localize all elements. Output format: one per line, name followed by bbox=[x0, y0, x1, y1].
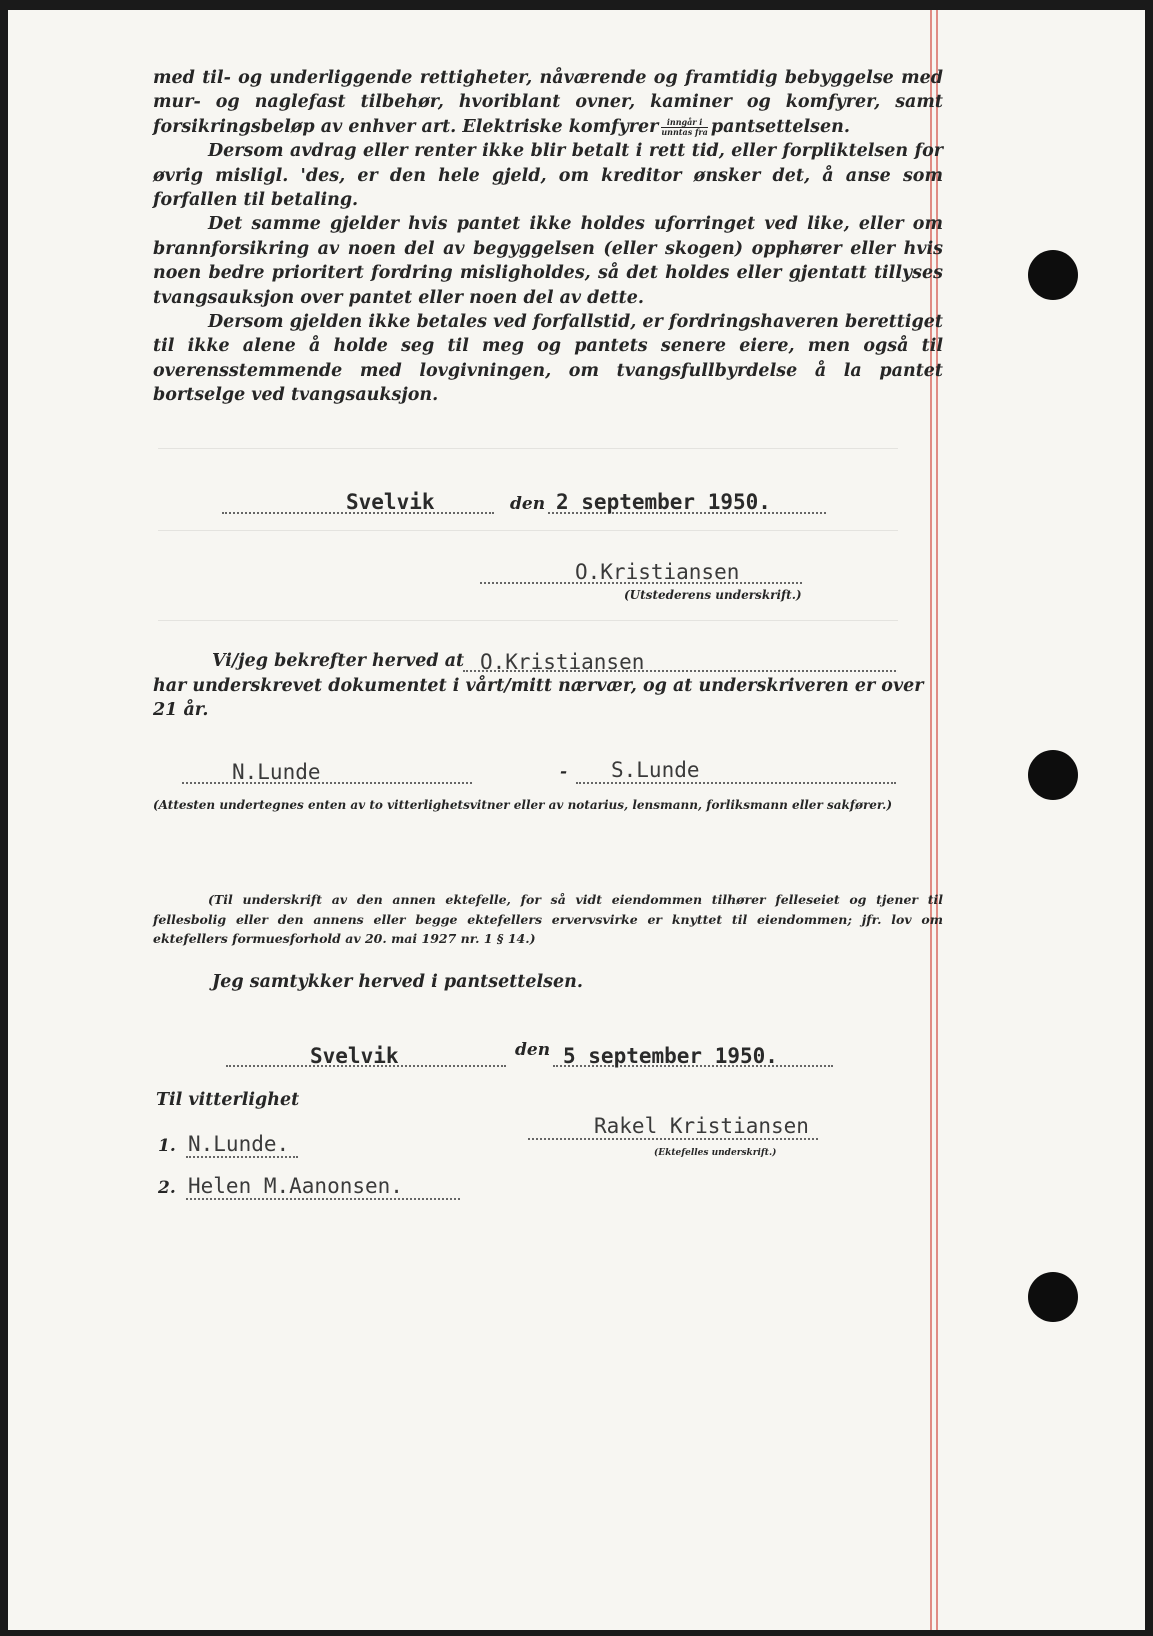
den-label-2: den bbox=[515, 1040, 551, 1060]
spouse-note-text: (Til underskrift av den annen ektefelle, for så vidt eiendommen tilhører felleseiet og tjener til fellesbolig eller den annens eller begge ektefellers ervervsvirke er knyttet til eiendommen; jfr. lov om ektefellers formuesforhold av 20. mai 1927 nr. 1 § 14.) bbox=[153, 892, 943, 946]
date-stamp-2: 5 september 1950. bbox=[563, 1044, 778, 1068]
punch-hole bbox=[1028, 1272, 1078, 1322]
paragraph-maintenance: Det samme gjelder hvis pantet ikke holdes uforringet ved like, eller om brannforsikring av noen del av begyggelsen (eller skogen) opphører eller hvis noen bedre prioritert fordring misligholdes, så det holdes eller gjentatt tillyses tvangsauksjon over pantet eller noen del av dette. bbox=[153, 214, 943, 308]
witness-bottom-line-1 bbox=[186, 1156, 298, 1158]
issuer-caption: (Utstederens underskrift.) bbox=[624, 588, 802, 602]
issuer-signature: O.Kristiansen bbox=[575, 560, 740, 584]
punch-hole bbox=[1028, 250, 1078, 300]
confirmation-text: har underskrevet dokumentet i vårt/mitt nærvær, og at underskriveren er over bbox=[153, 676, 924, 696]
fraction-choice: $\frac{\text{inngår i}}{\text{unntas fra}}$ bbox=[661, 116, 708, 137]
spouse-caption: (Ektefelles underskrift.) bbox=[654, 1148, 777, 1158]
witness-bottom-1-signature: N.Lunde. bbox=[188, 1132, 290, 1156]
witness-bottom-2-signature: Helen M.Aanonsen. bbox=[188, 1174, 403, 1198]
spouse-signature-line bbox=[528, 1138, 818, 1140]
witness-line-2 bbox=[576, 782, 896, 784]
paragraph-default: Dersom avdrag eller renter ikke blir betalt i rett tid, eller forpliktelsen for øvrig misligl. 'des, er den hele gjeld, om kreditor ønsker det, å anse som forfallen til betaling. bbox=[153, 141, 943, 211]
place-stamp: Svelvik bbox=[346, 490, 435, 514]
witness-bottom-line-2 bbox=[186, 1198, 460, 1200]
witness-2-signature: S.Lunde bbox=[611, 758, 700, 782]
spouse-signature: Rakel Kristiansen bbox=[594, 1114, 809, 1138]
witness-separator: - bbox=[560, 762, 568, 782]
til-vitterlighet-label: Til vitterlighet bbox=[156, 1090, 300, 1110]
bleed-through-rule bbox=[158, 620, 898, 621]
confirmation-name: O.Kristiansen bbox=[480, 650, 645, 674]
confirmation-age: 21 år. bbox=[153, 700, 209, 720]
witness-number-2: 2. bbox=[158, 1178, 176, 1198]
paragraph-property-rights: med til- og underliggende rettigheter, nåværende og framtidig bebyggelse med mur- og naglefast tilbehør, hvoriblant ovner, kaminer og komfyrer, samt forsikringsbeløp av enhver art. Elektriske komfyrer $\frac{\text{inngår i}}{\text{unntas fra}}$ pantsettelsen. bbox=[153, 68, 943, 137]
witness-1-signature: N.Lunde bbox=[232, 760, 321, 784]
witness-number-1: 1. bbox=[158, 1136, 176, 1156]
place-stamp-2: Svelvik bbox=[310, 1044, 399, 1068]
den-label: den bbox=[510, 494, 546, 514]
body-text bbox=[153, 66, 943, 408]
paragraph-forced-sale: Dersom gjelden ikke betales ved forfallstid, er fordringshaveren berettiget til ikke alene å holde seg til meg og pantets senere eiere, men også til overensstemmende med lovgivningen, om tvangsfullbyrdelse å la pantet bortselge ved tvangsauksjon. bbox=[153, 312, 943, 406]
bleed-through-rule bbox=[158, 448, 898, 449]
date-stamp: 2 september 1950. bbox=[556, 490, 771, 514]
witness-line-1 bbox=[182, 782, 472, 784]
attest-note: (Attesten undertegnes enten av to vitterlighetsvitner eller av notarius, lensmann, forliksmann eller sakfører.) bbox=[153, 798, 892, 812]
spouse-note bbox=[153, 890, 943, 949]
document-page bbox=[8, 10, 1145, 1630]
punch-hole bbox=[1028, 750, 1078, 800]
confirmation-lead: Vi/jeg bekrefter herved at bbox=[212, 651, 465, 671]
bleed-through-rule bbox=[158, 530, 898, 531]
consent-text: Jeg samtykker herved i pantsettelsen. bbox=[212, 972, 583, 992]
